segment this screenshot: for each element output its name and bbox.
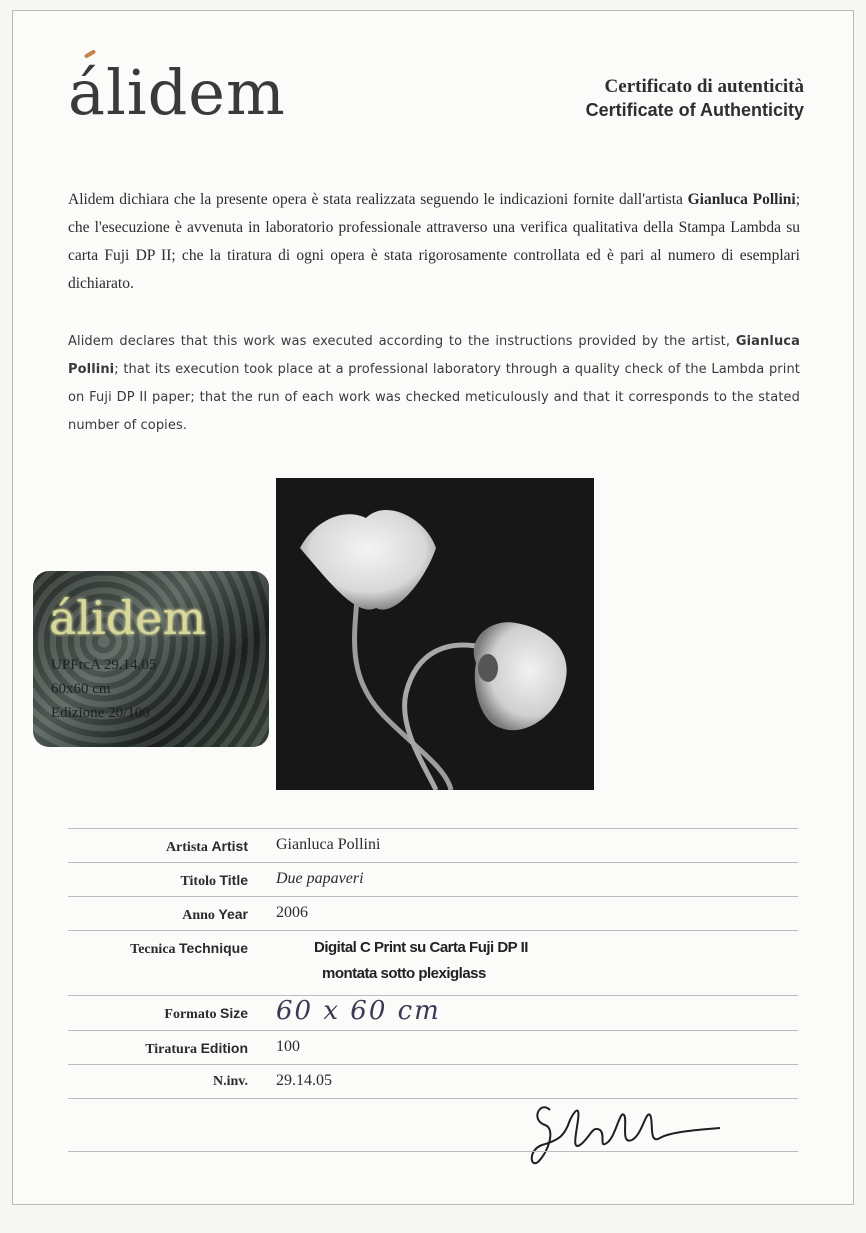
value-technique <box>314 935 528 987</box>
label-title-en: Title <box>219 872 248 888</box>
row-artist <box>68 828 798 862</box>
title-english: Certificate of Authenticity <box>585 100 804 120</box>
technique-line-1: Digital C Print su Carta Fuji DP II <box>314 939 528 956</box>
value-edition: 100 <box>276 1038 300 1055</box>
label-artist <box>166 838 248 856</box>
label-artist-it: Artista <box>165 840 208 855</box>
label-year <box>182 906 248 924</box>
label-technique <box>130 940 248 958</box>
statement-english-text: Alidem declares that this work was executed according to the instructions provided by the artist, <box>68 334 736 349</box>
statement-english-artist: Gianluca Pollini <box>68 334 800 377</box>
details-table <box>68 828 798 1099</box>
label-technique-en: Technique <box>179 940 248 956</box>
hologram-seal <box>33 571 269 747</box>
hologram-code: UPFrcA 29.14.05 <box>51 657 157 673</box>
technique-line-2: montata sotto plexiglass <box>322 965 486 982</box>
label-size-en: Size <box>219 1005 248 1021</box>
row-size <box>68 995 798 1030</box>
signature-line <box>68 1151 798 1152</box>
label-title <box>180 872 248 890</box>
hologram-size: 60x60 cm <box>51 681 111 697</box>
statement-italian-text: Alidem dichiara che la presente opera è stata realizzata seguendo le indicazioni fornite dall'artista <box>68 191 688 208</box>
label-edition-it: Tiratura <box>145 1042 198 1057</box>
value-year: 2006 <box>276 904 308 921</box>
hologram-edition: Edizione 20/100 <box>51 705 150 721</box>
artwork-photo <box>276 478 594 790</box>
statement-english-text-2: ; that its execution took place at a professional laboratory through a quality check of the Lambda print on Fuji DP II paper; that the run of each work was checked meticulously and that it corresponds to the stated number of copies. <box>68 362 800 433</box>
statement-italian-text-2: ; che l'esecuzione è avvenuta in laboratorio professionale attraverso una verifica qualitativa della Stampa Lambda su carta Fuji DP II; che la tiratura di ogni opera è stata rigorosamente controllata ed è pari al numero di esemplari dichiarato. <box>68 191 800 292</box>
label-edition-en: Edition <box>200 1040 248 1056</box>
row-technique <box>68 930 798 995</box>
value-artist: Gianluca Pollini <box>276 836 381 853</box>
certificate-title <box>586 76 804 121</box>
label-edition <box>145 1040 248 1058</box>
value-inventory: 29.14.05 <box>276 1072 332 1089</box>
label-technique-it: Tecnica <box>130 942 176 957</box>
logo-text: álidem <box>68 56 286 129</box>
statement-italian <box>68 186 800 298</box>
title-italian: Certificato di autenticità <box>604 76 804 97</box>
statement-english <box>68 328 800 440</box>
label-artist-en: Artist <box>211 838 248 854</box>
label-title-it: Titolo <box>180 874 216 889</box>
statement-italian-artist: Gianluca Pollini <box>687 191 796 208</box>
artist-signature <box>520 1090 730 1170</box>
poppies-image <box>276 478 594 790</box>
label-size-it: Formato <box>164 1007 217 1022</box>
alidem-logo <box>68 56 286 129</box>
row-year <box>68 896 798 930</box>
hologram-logo: álidem <box>49 591 207 645</box>
label-inventory <box>213 1074 248 1090</box>
label-year-en: Year <box>218 906 248 922</box>
label-size <box>164 1005 248 1023</box>
label-inventory-it: N.inv. <box>212 1074 248 1089</box>
row-title <box>68 862 798 896</box>
label-year-it: Anno <box>182 908 215 923</box>
value-title: Due papaveri <box>276 870 364 887</box>
row-edition <box>68 1030 798 1064</box>
value-size: 60 x 60 cm <box>276 996 441 1026</box>
